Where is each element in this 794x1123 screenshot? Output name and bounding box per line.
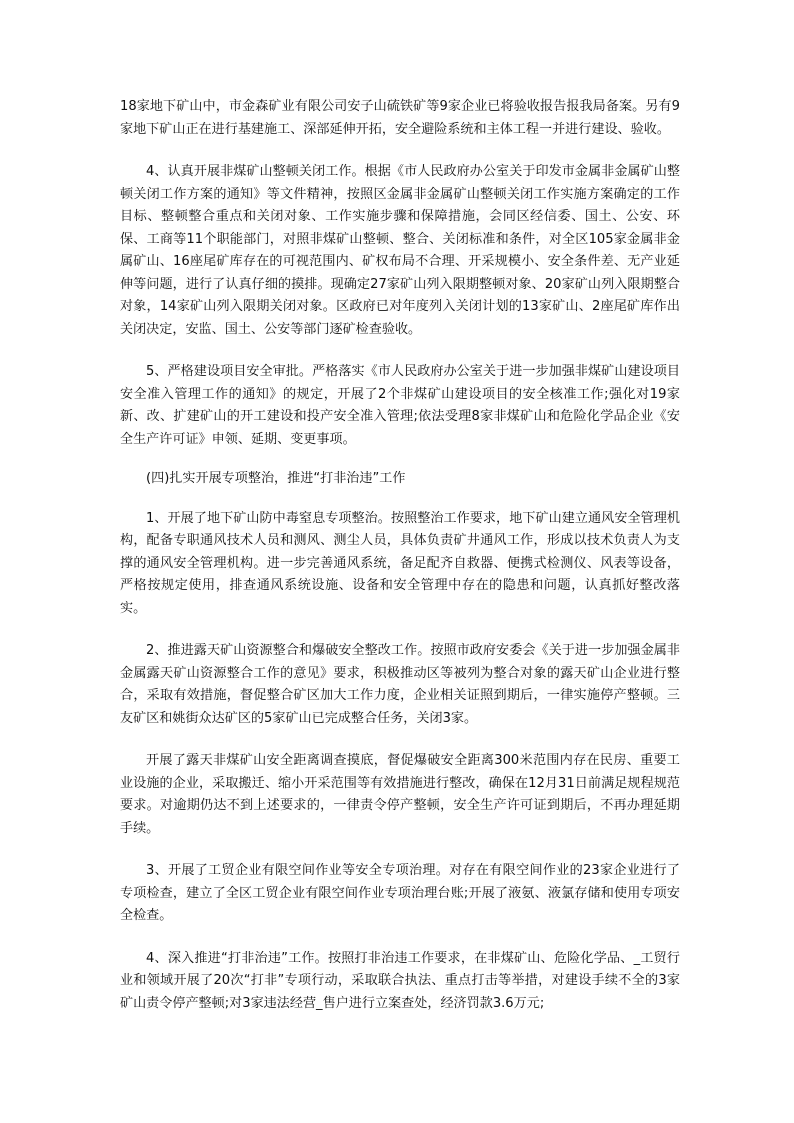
paragraph-crackdown: 4、深入推进“打非治违”工作。按照打非治违工作要求，在非煤矿山、危险化学品、_工贸行业和领域开展了20次“打非”专项行动，采取联合执法、重点打击等举措，对建设手续不全的3家矿山责令停产整顿;对3家违法经营_售户进行立案查处，经济罚款3.6万元; bbox=[120, 950, 680, 1011]
paragraph-confined-space: 3、开展了工贸企业有限空间作业等安全专项治理。对存在有限空间作业的23家企业进行了专项检查，建立了全区工贸企业有限空间作业专项治理台账;开展了液氨、液氯存储和使用专项安全检查。 bbox=[120, 863, 680, 923]
paragraph-open-pit-integration: 2、推进露天矿山资源整合和爆破安全整改工作。按照市政府安委会《关于进一步加强金属非金属露天矿山资源整合工作的意见》要求，积极推动区等被列为整合对象的露天矿山企业进行整合，采取有效措施，督促整合矿区加大工作力度，企业相关证照到期后，一律实施停产整顿。三友矿区和姚街众达矿区的5家矿山已完成整合任务，关闭3家。 bbox=[120, 643, 680, 726]
paragraph-underground-mines: 18家地下矿山中，市金森矿业有限公司安子山硫铁矿等9家企业已将验收报告报我局备案。另有9家地下矿山正在进行基建施工、深部延伸开拓，安全避险系统和主体工程一并进行建设、验收。 bbox=[120, 99, 680, 137]
paragraph-ventilation-rectification: 1、开展了地下矿山防中毒窒息专项整治。按照整治工作要求，地下矿山建立通风安全管理机构，配备专职通风技术人员和测风、测尘人员，具体负责矿井通风工作，形成以技术负责人为支撑的通风安全管理机构。进一步完善通风系统，备足配齐自救器、便携式检测仪、风表等设备，严格按规定使用，排查通风系统设施、设备和安全管理中存在的隐患和问题，认真抓好整改落实。 bbox=[120, 510, 680, 616]
paragraph-project-approval: 5、严格建设项目安全审批。严格落实《市人民政府办公室关于进一步加强非煤矿山建设项目安全准入管理工作的通知》的规定，开展了2个非煤矿山建设项目的安全核准工作;强化对19家新、改、扩建矿山的开工建设和投产安全准入管理;依法受理8家非煤矿山和危险化学品企业《安全生产许可证》申领、延期、变更事项。 bbox=[120, 364, 680, 447]
section-heading-special-rectification: (四)扎实开展专项整治，推进“打非治违”工作 bbox=[146, 471, 406, 486]
document-page bbox=[120, 96, 680, 1015]
paragraph-mine-rectification: 4、认真开展非煤矿山整顿关闭工作。根据《市人民政府办公室关于印发市金属非金属矿山整顿关闭工作方案的通知》等文件精神，按照区金属非金属矿山整顿关闭工作实施方案确定的工作目标、整顿整合重点和关闭对象、工作实施步骤和保障措施，会同区经信委、国土、公安、环保、工商等11个职能部门，对照非煤矿山整顿、整合、关闭标准和条件，对全区105家金属非金属矿山、16座尾矿库存在的可视范围内、矿权布局不合理、开采规模小、安全条件差、无产业延伸等问题，进行了认真仔细的摸排。现确定27家矿山列入限期整顿对象、20家矿山列入限期整合对象，14家矿山列入限期关闭对象。区政府已对年度列入关闭计划的13家矿山、2座尾矿库作出关闭决定，安监、国土、公安等部门逐矿检查验收。 bbox=[120, 164, 680, 337]
paragraph-safety-distance: 开展了露天非煤矿山安全距离调查摸底，督促爆破安全距离300米范围内存在民房、重要工业设施的企业，采取搬迁、缩小开采范围等有效措施进行整改，确保在12月31日前满足规程规范要求。对逾期仍达不到上述要求的，一律责令停产整顿，安全生产许可证到期后，不再办理延期手续。 bbox=[120, 753, 680, 836]
